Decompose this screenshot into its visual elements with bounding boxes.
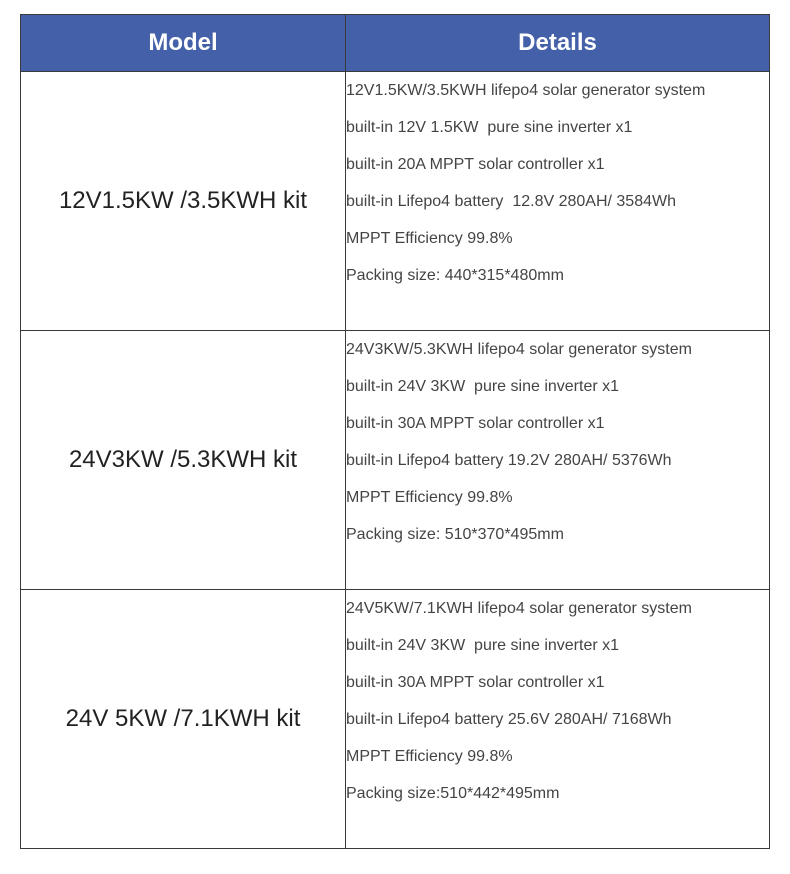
- details-line: MPPT Efficiency 99.8%: [346, 748, 513, 765]
- table-header: [21, 15, 770, 72]
- details-line: MPPT Efficiency 99.8%: [346, 230, 513, 247]
- details-line: built-in Lifepo4 battery 19.2V 280AH/ 5376Wh: [346, 452, 672, 469]
- table-row: [21, 590, 770, 849]
- header-model: Model: [21, 15, 346, 72]
- model-cell: 12V1.5KW /3.5KWH kit: [21, 72, 346, 331]
- details-line: MPPT Efficiency 99.8%: [346, 489, 513, 506]
- table-row: [21, 72, 770, 331]
- details-list: [346, 72, 769, 294]
- spec-table: [20, 14, 770, 849]
- details-cell: [346, 72, 770, 331]
- details-line: Packing size: 510*370*495mm: [346, 526, 564, 543]
- details-line: built-in 30A MPPT solar controller x1: [346, 415, 605, 432]
- details-cell: [346, 590, 770, 849]
- details-line: built-in 30A MPPT solar controller x1: [346, 674, 605, 691]
- details-line: Packing size:510*442*495mm: [346, 785, 560, 802]
- details-line: 12V1.5KW/3.5KWH lifepo4 solar generator system: [346, 82, 706, 99]
- model-cell: 24V3KW /5.3KWH kit: [21, 331, 346, 590]
- details-cell: [346, 331, 770, 590]
- details-line: built-in 20A MPPT solar controller x1: [346, 156, 605, 173]
- details-line: built-in 24V 3KW pure sine inverter x1: [346, 637, 620, 654]
- header-details: Details: [346, 15, 770, 72]
- details-line: built-in 12V 1.5KW pure sine inverter x1: [346, 119, 633, 136]
- header-row: [21, 15, 770, 72]
- details-line: built-in Lifepo4 battery 12.8V 280AH/ 3584Wh: [346, 193, 676, 210]
- details-list: [346, 331, 769, 553]
- details-line: Packing size: 440*315*480mm: [346, 267, 564, 284]
- details-line: 24V5KW/7.1KWH lifepo4 solar generator system: [346, 600, 692, 617]
- details-line: built-in 24V 3KW pure sine inverter x1: [346, 378, 620, 395]
- table-row: [21, 331, 770, 590]
- details-line: built-in Lifepo4 battery 25.6V 280AH/ 7168Wh: [346, 711, 672, 728]
- table-body: [21, 72, 770, 849]
- details-list: [346, 590, 769, 812]
- model-cell: 24V 5KW /7.1KWH kit: [21, 590, 346, 849]
- details-line: 24V3KW/5.3KWH lifepo4 solar generator system: [346, 341, 692, 358]
